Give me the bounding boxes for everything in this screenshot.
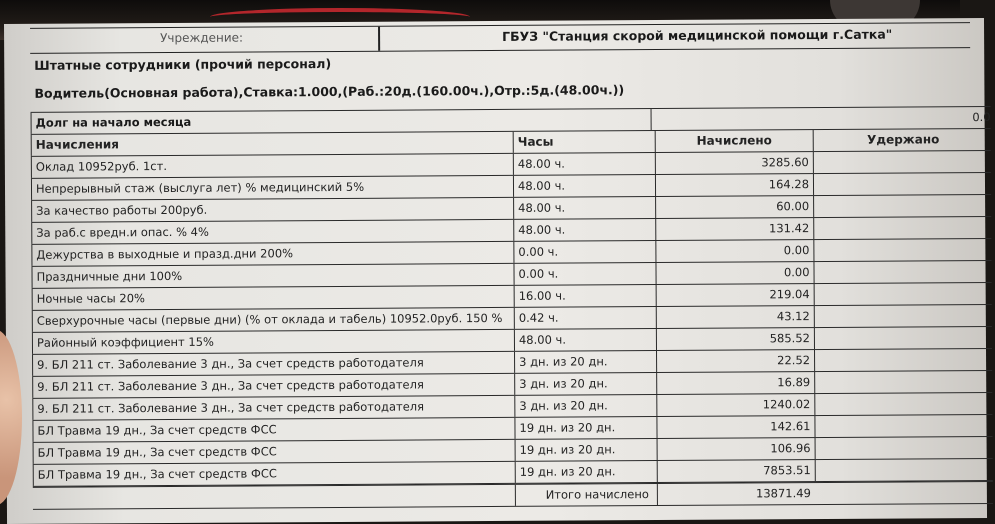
accrual-name: Дежурства в выходные и празд.дни 200%	[31, 242, 513, 266]
debt-value: 0.0	[651, 107, 993, 130]
accrual-hours: 0.00 ч.	[513, 263, 655, 285]
accrual-amount: 60.00	[655, 196, 813, 218]
accrual-amount: 0.00	[655, 262, 813, 284]
accrual-hours: 3 дн. из 20 дн.	[514, 395, 656, 417]
accrual-name: За раб.с вредн.и опас. % 4%	[31, 220, 513, 244]
accrual-name: 9. БЛ 211 ст. Заболевание 3 дн., За счет средств работодателя	[32, 374, 514, 398]
accrual-amount: 0.00	[655, 240, 813, 262]
total-label: Итого начислено	[515, 484, 657, 506]
deduction-amount	[814, 371, 994, 393]
accrual-hours: 19 дн. из 20 дн.	[514, 417, 656, 439]
accrual-name: Районный коэффициент 15%	[32, 330, 514, 354]
accrual-amount: 164.28	[655, 174, 813, 196]
deduction-amount	[813, 195, 993, 217]
accrual-name: БЛ Травма 19 дн., За счет средств ФСС	[33, 462, 515, 486]
institution-name: ГБУЗ "Станция скорой медицинской помощи г.Сатка"	[502, 26, 893, 44]
accrual-hours: 48.00 ч.	[513, 197, 655, 219]
accrual-name: Сверхурочные часы (первые дни) (% от оклада и табель) 10952.0руб. 150 %	[32, 308, 514, 332]
accrual-amount: 585.52	[656, 328, 814, 350]
accrual-hours: 19 дн. из 20 дн.	[515, 461, 657, 483]
accrual-hours: 48.00 ч.	[513, 153, 655, 175]
accrual-amount: 1240.02	[656, 394, 814, 416]
deduction-amount	[814, 305, 994, 327]
payslip-paper	[4, 18, 991, 524]
column-header-deducted: Удержано	[813, 129, 993, 151]
accrual-hours: 3 дн. из 20 дн.	[514, 373, 656, 395]
accrual-amount: 219.04	[656, 284, 814, 306]
accrual-hours: 48.00 ч.	[514, 329, 656, 351]
accrual-hours: 16.00 ч.	[514, 285, 656, 307]
deduction-amount	[814, 283, 994, 305]
deduction-amount	[814, 415, 994, 437]
deduction-amount	[813, 217, 993, 239]
accrual-hours: 48.00 ч.	[513, 175, 655, 197]
institution-header	[30, 22, 970, 54]
accrual-hours: 48.00 ч.	[513, 219, 655, 241]
accrual-name: 9. БЛ 211 ст. Заболевание 3 дн., За счет средств работодателя	[32, 396, 514, 420]
payslip-table	[31, 106, 993, 510]
accrual-name: Оклад 10952руб. 1ст.	[31, 154, 513, 178]
accrual-hours: 0.42 ч.	[514, 307, 656, 329]
staff-category: Штатные сотрудники (прочий персонал)	[34, 56, 332, 73]
total-spacer	[33, 485, 515, 509]
accrual-amount: 3285.60	[655, 152, 813, 174]
column-header-accrued: Начислено	[655, 130, 813, 152]
accrual-amount: 22.52	[656, 350, 814, 372]
deduction-amount	[813, 173, 993, 195]
accrual-amount: 142.61	[656, 416, 814, 438]
header-divider	[378, 27, 380, 51]
deduction-amount	[814, 327, 994, 349]
accrual-name: 9. БЛ 211 ст. Заболевание 3 дн., За счет средств работодателя	[32, 352, 514, 376]
accrual-name: БЛ Травма 19 дн., За счет средств ФСС	[33, 440, 515, 464]
deduction-amount	[815, 459, 995, 481]
accrual-name: Непрерывный стаж (выслуга лет) % медицинский 5%	[31, 176, 513, 200]
position-line: Водитель(Основная работа),Ставка:1.000,(Раб.:20д.(160.00ч.),Отр.:5д.(48.00ч.))	[34, 82, 625, 101]
accrual-amount: 16.89	[656, 372, 814, 394]
deduction-amount	[813, 261, 993, 283]
institution-label: Учреждение:	[160, 30, 244, 46]
accrual-hours: 19 дн. из 20 дн.	[515, 439, 657, 461]
accrual-amount: 7853.51	[657, 460, 815, 482]
accrual-hours: 3 дн. из 20 дн.	[514, 351, 656, 373]
accrual-amount: 106.96	[657, 438, 815, 460]
column-header-hours: Часы	[513, 131, 655, 153]
total-value: 13871.49	[657, 483, 815, 505]
accrual-name: Ночные часы 20%	[32, 286, 514, 310]
deduction-amount	[814, 393, 994, 415]
accrual-name: За качество работы 200руб.	[31, 198, 513, 222]
accrual-amount: 131.42	[655, 218, 813, 240]
debt-label: Долг на начало месяца	[31, 109, 651, 134]
accrual-name: Праздничные дни 100%	[31, 264, 513, 288]
deduction-amount	[815, 437, 995, 459]
accrual-hours: 0.00 ч.	[513, 241, 655, 263]
deduction-amount	[813, 151, 993, 173]
deduction-amount	[814, 349, 994, 371]
deduction-amount	[813, 239, 993, 261]
total-row	[33, 481, 993, 510]
column-header-name: Начисления	[31, 132, 513, 156]
accrual-amount: 43.12	[656, 306, 814, 328]
accrual-name: БЛ Травма 19 дн., За счет средств ФСС	[32, 418, 514, 442]
